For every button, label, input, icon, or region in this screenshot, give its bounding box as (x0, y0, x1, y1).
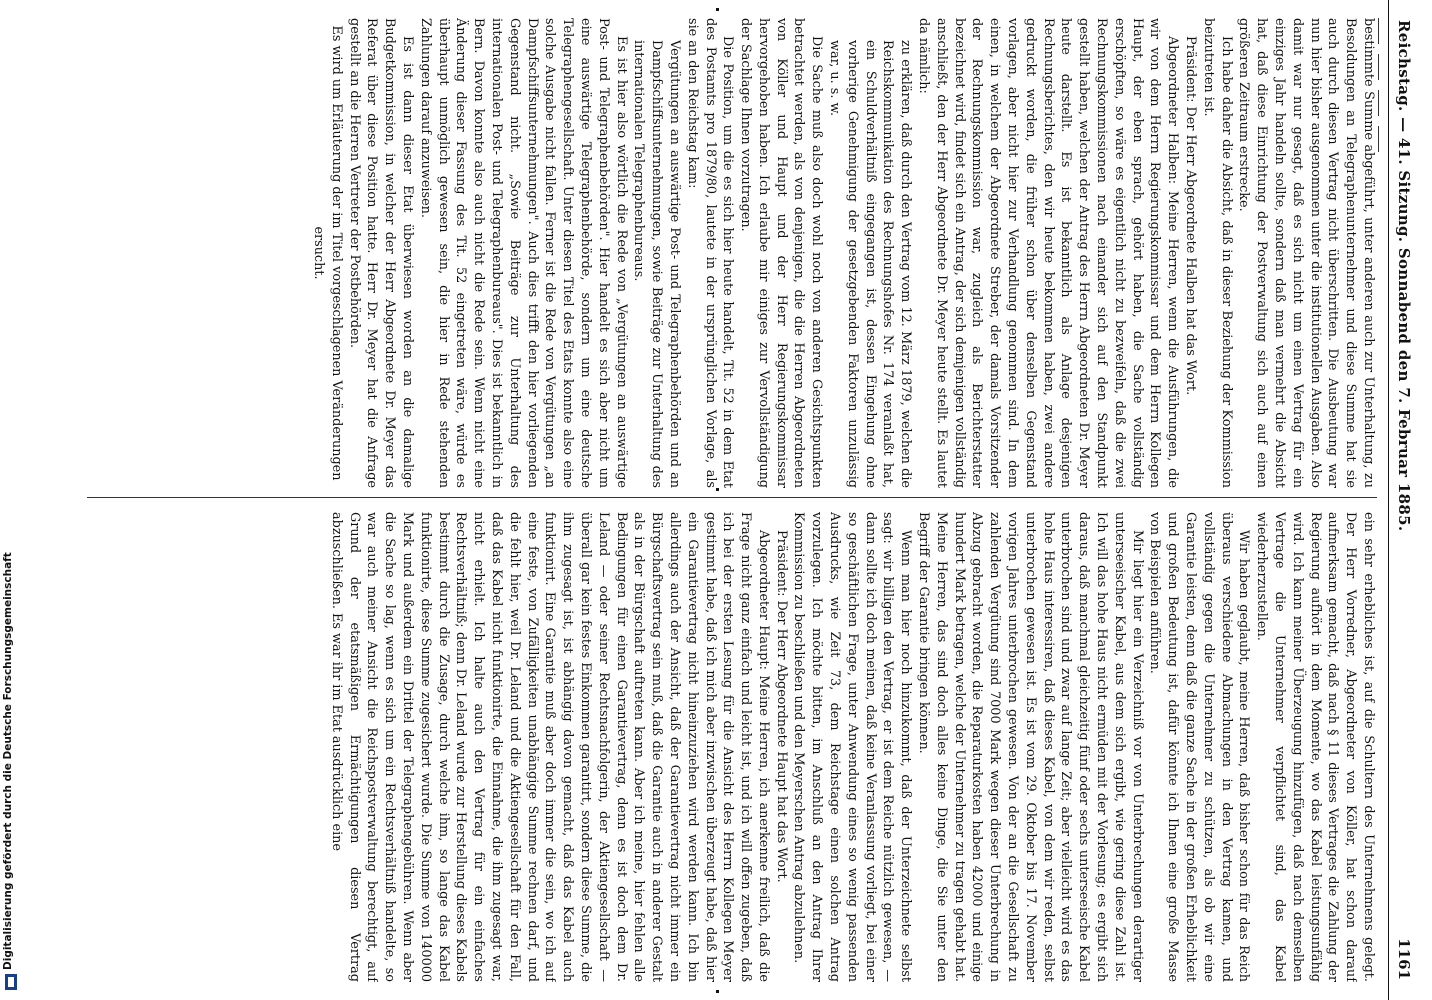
quoted-paragraph: Vergütungen an auswärtige Post- und Telegraphenbehörden und an Dampfschiffsunternehmungen, sowie Beiträge zur Unterhaltung des internationalen Telegraphenbureaus. (631, 40, 682, 488)
header-dash-rules (1381, 18, 1389, 478)
left-text-column (37, 18, 1377, 488)
paragraph: Wir haben geglaubt, meine Herren, daß bisher schon für das Reich überaus verschiedene Abmachungen in den Vertrag kamen, und vollständig gegen die Unternehmer zu schützen, als ob wir eine Garantie leisten, denn daß die ganze Sache in der großen Erheblichkeit und großen Bedeutung ist, dafür könnte ich Ihnen eine große Masse von Beispielen anführen. (1147, 512, 1252, 982)
speaker-paragraph: Abgeordneter Haupt: Meine Herren, ich anerkenne freilich, daß die Frage nicht ganz einfach und leicht ist, und ich will offen zugeben, daß ich bei der ersten Lesung für die Ansicht des Herrn Kollegen Meyer gestimmt habe, daß ich mich aber inzwischen überzeugt habe, daß hier ein Garantievertrag nicht hineinzuziehen wird werden kann. Ich bin allerdings auch der Ansicht, daß der Garantievertrag nicht immer ein Bürgschaftsvertrag sein muß, daß die Garantie auch in anderer Gestalt als in der Bürgschaft auftreten kann. Aber ich meine, hier fehlen alle Bedingungen für einen Garantievertrag, denn es ist doch dem Dr. Leland — oder seiner Rechtsnachfolgerin, der Aktiengesellschaft — überall gar kein festes Einkommen garantirt, sondern diese Summe, die ihm zugesagt ist, ist abhängig davon gemacht, daß das Kabel auch funktionirt. Eine Garantie muß aber doch immer die sein, wo ich auf eine feste, von Zufälligkeiten unabhängige Summe rechnen darf, und die fehlt hier, weil Dr. Leland und die Aktiengesellschaft für den Fall, daß das Kabel nicht funktionirte, die Einnahme, die ihm zugesagt war, nicht erhielt. Ich halte auch den Vertrag für ein einfaches Rechtsverhältniß; denn Dr. Leland wurde zur Herstellung dieses Kabels bestimmt durch die Zusage, durch welche ihm, so lange das Kabel funktionirte, diese Summe zugesichert wurde. Die Summe von 140000 Mark und außerdem ein Drittel der Telegraphengebühren. Wenn aber die Sache so lag, wenn es sich um ein Rechtsverhältniß handelte, so war auch meiner Ansicht die Reichspostverwaltung berechtigt, auf Grund der etatsmäßigen Ermächtigungen diesen Vertrag abzuschließen. Es war ihr im Etat ausdrücklich eine (328, 512, 771, 982)
scan-marker (716, 488, 719, 491)
paragraph: Es ist hier also wörtlich die Rede von „Vergütungen an auswärtige Post- und Telegraphenbehörden". Hier handelt es sich aber nicht um eine auswärtige Telegraphenbehörde, sondern um eine deutsche Telegraphengesellschaft. Unter diesen Titel des Etats konnte also eine solche Ausgabe nicht fallen. Ferner ist die Rede von Vergütungen „an Dampfschiffsunternehmungen". Auch dies trifft den hier vorliegenden Gegenstand nicht. „Sowie Beiträge zur Unterhaltung des internationalen Post- und Telegraphenbureaus". Dies ist bekanntlich in Bern. Davon konnte also auch nicht die Rede sein. Wenn nicht eine Änderung dieser Fassung des Tit. 52 eingetreten wäre, würde es überhaupt unmöglich gewesen sein, die hier in Rede stehenden Zahlungen darauf anzuweisen. (417, 18, 629, 488)
quoted-paragraph: zu erklären, daß durch den Vertrag vom 12. März 1879, welchen die Reichskommunikation des Rechnungshofes Nr. 174 veranlaßt hat, ein Schuldverhältniß eingegangen ist, dessen Eingehung ohne vorherige Genehmigung der gesetzgebenden Faktoren unzulässig war, u. s. w. (827, 40, 914, 488)
paragraph: Mir liegt hier ein Verzeichniß vor von Unterbrechungen derartiger unterseeischer Kabel, aus dem sich ergibt, wie gering diese Zahl ist. Ich will das hohe Haus nicht ermüden mit der Vorlesung; es ergibt sich daraus, daß manchmal gleichzeitig fünf oder sechs unterseeische Kabel unterbrochen sind und zwar auf lange Zeit; aber vielleicht wird es das hohe Haus interessiren, daß dieses Kabel, von dem wir reden, selbst unterbrochen gewesen ist. Es ist vom 29. Oktober bis 17. November vorigen Jahres unterbrochen gewesen. Von der an die Gesellschaft zu zahlenden Vergütung sind 7000 Mark wegen dieser Unterbrechung in Abzug gebracht worden, die Reparaturkosten haben 42000 und einige hundert Mark betragen, welche der Unternehmer zu tragen gehabt hat. Meine Herren, das sind doch alles keine Dinge, die Sie unter den Begriff der Garantie bringen können. (916, 512, 1145, 982)
footer-strip (0, 0, 22, 1000)
paragraph: bestimmte Summe abgeführt, unter anderen auch zur Unterhaltung, zu Besoldungen an Telegraphenunternehmer und diese Summe hat sie auch durch diesen Vertrag nicht überschritten. Die Ausbeutung war nun hier bisher ausgenommen unter die institutionellen Ausgaben. Also damit war nur gesagt, daß es sich nicht um einen Vertrag für ein einziges Jahr handeln sollte, sondern daß man vermehrt die Absicht hat, daß diese Einrichtung der Postverwaltung sich auch auf einen größeren Zeitraum erstrecke. (1236, 18, 1376, 488)
dfg-logo-icon (5, 974, 17, 990)
right-text-column (37, 512, 1377, 982)
paragraph: Wenn man hier noch hinzukommt, daß der Unterzeichnete selbst sagt: wir billigen den Vertrag, er ist dem Reiche nützlich gewesen, — dann sollte ich doch meinen, daß keine Veranlassung vorliegt, bei einer so geschäftlichen Frage, unter Anwendung eines so wenig passenden Ausdrucks, wie Zeit 73, dem Reichstage einen solchen Antrag vorzulegen. Ich möchte bitten, im Anschluß an den Antrag Ihrer Kommission zu beschließen und den Meyerschen Antrag abzulehnen. (791, 512, 914, 982)
rotated-document-page (29, 0, 1419, 1000)
paragraph: Ich habe daher die Absicht, daß in dieser Beziehung der Kommission beizutreten ist. (1200, 18, 1234, 488)
page-header (1388, 0, 1419, 1000)
paragraph: ein sehr erhebliches ist, auf die Schultern des Unternehmens gelegt. Der Herr Vorredner, Abgeordneter von Köller, hat schon darauf aufmerksam gemacht, daß nach § 11 dieses Vertrages die Zahlung der Regierung aufhört in dem Momente, wo das Kabel leistungsunfähig wird. Ich kann meiner Überzeugung hinzufügen, daß nach demselben Vertrage die Unternehmer verpflichtet sind, das Kabel wiederherzustellen. (1254, 512, 1376, 982)
paragraph: Die Position, um die es sich hier heute handelt, Tit. 52 in dem Etat des Postamts pro 1879/80, lautete in der ursprünglichen Vorlage, als sie an den Reichstag kam: (684, 18, 736, 488)
digitization-credit: Digitalisierung gefördert durch die Deutsche Forschungsgemeinschaft (2, 552, 14, 970)
paragraph: Die Sache muß also doch wohl noch von anderen Gesichtspunkten betrachtet werden, als von denjenigen, die die Herren Abgeordneten von Köller und Haupt und der Herr Regierungskommissar hervorgehoben haben. Ich erlaube mir einiges zur Vervollständigung der Sachlage Ihnen vorzutragen. (738, 18, 825, 488)
header-title: Reichstag. — 41. Sitzung. Sonnabend den 7. Februar 1885. (1395, 20, 1413, 532)
quoted-paragraph: Es wird um Erläuterung der im Titel vorgeschlagenen Veränderungen ersucht. (310, 25, 344, 481)
speaker-paragraph: Abgeordneter Halben: Meine Herren, wenn die Ausführungen, die wir von dem Herrn Regierungskommissar und dem Herrn Kollegen Haupt, der eben sprach, gehört haben, die Sache vollständig erschöpften, so wäre es eigentlich nicht zu bezweifeln, daß die zwei Rechnungskommissionen nach einander sich auf den Standpunkt gestellt haben, welchen der Antrag des Herrn Abgeordneten Dr. Meyer heute darstellt. Es ist bekanntlich als Anlage desjenigen Rechnungsberichtes, den wir heute bekommen haben, zwei andere gedruckt worden, die früher schon über denselben Gegenstand vorlagen, aber nicht hier zur Verhandlung genommen sind. In dem einen, in welchem der Abgeordnete Streber, der damals Vorsitzender der Rechnungskommission war, zugleich als Berichterstatter bezeichnet wird, findet sich ein Antrag, der sich demjenigen vollständig anschließt, den der Herr Abgeordnete Dr. Meyer heute stellt. Es lautet da nämlich: (916, 18, 1181, 488)
scan-marker (716, 990, 719, 993)
page-number: 1161 (1395, 938, 1413, 980)
paragraph: Es ist dann dieser Etat überwiesen worden an die damalige Budgetkommission, in welcher der Herr Abgeordnete Dr. Meyer das Referat über diese Position hatte. Herr Dr. Meyer hat die Anfrage gestellt an die Herren Vertreter der Postbehörden. (346, 18, 415, 488)
scan-marker (716, 8, 719, 11)
speaker-paragraph: Präsident: Der Herr Abgeordnete Halben hat das Wort. (1183, 36, 1199, 396)
column-divider (87, 497, 1377, 498)
speaker-paragraph: Präsident: Der Herr Abgeordnete Haupt hat das Wort. (773, 530, 789, 883)
